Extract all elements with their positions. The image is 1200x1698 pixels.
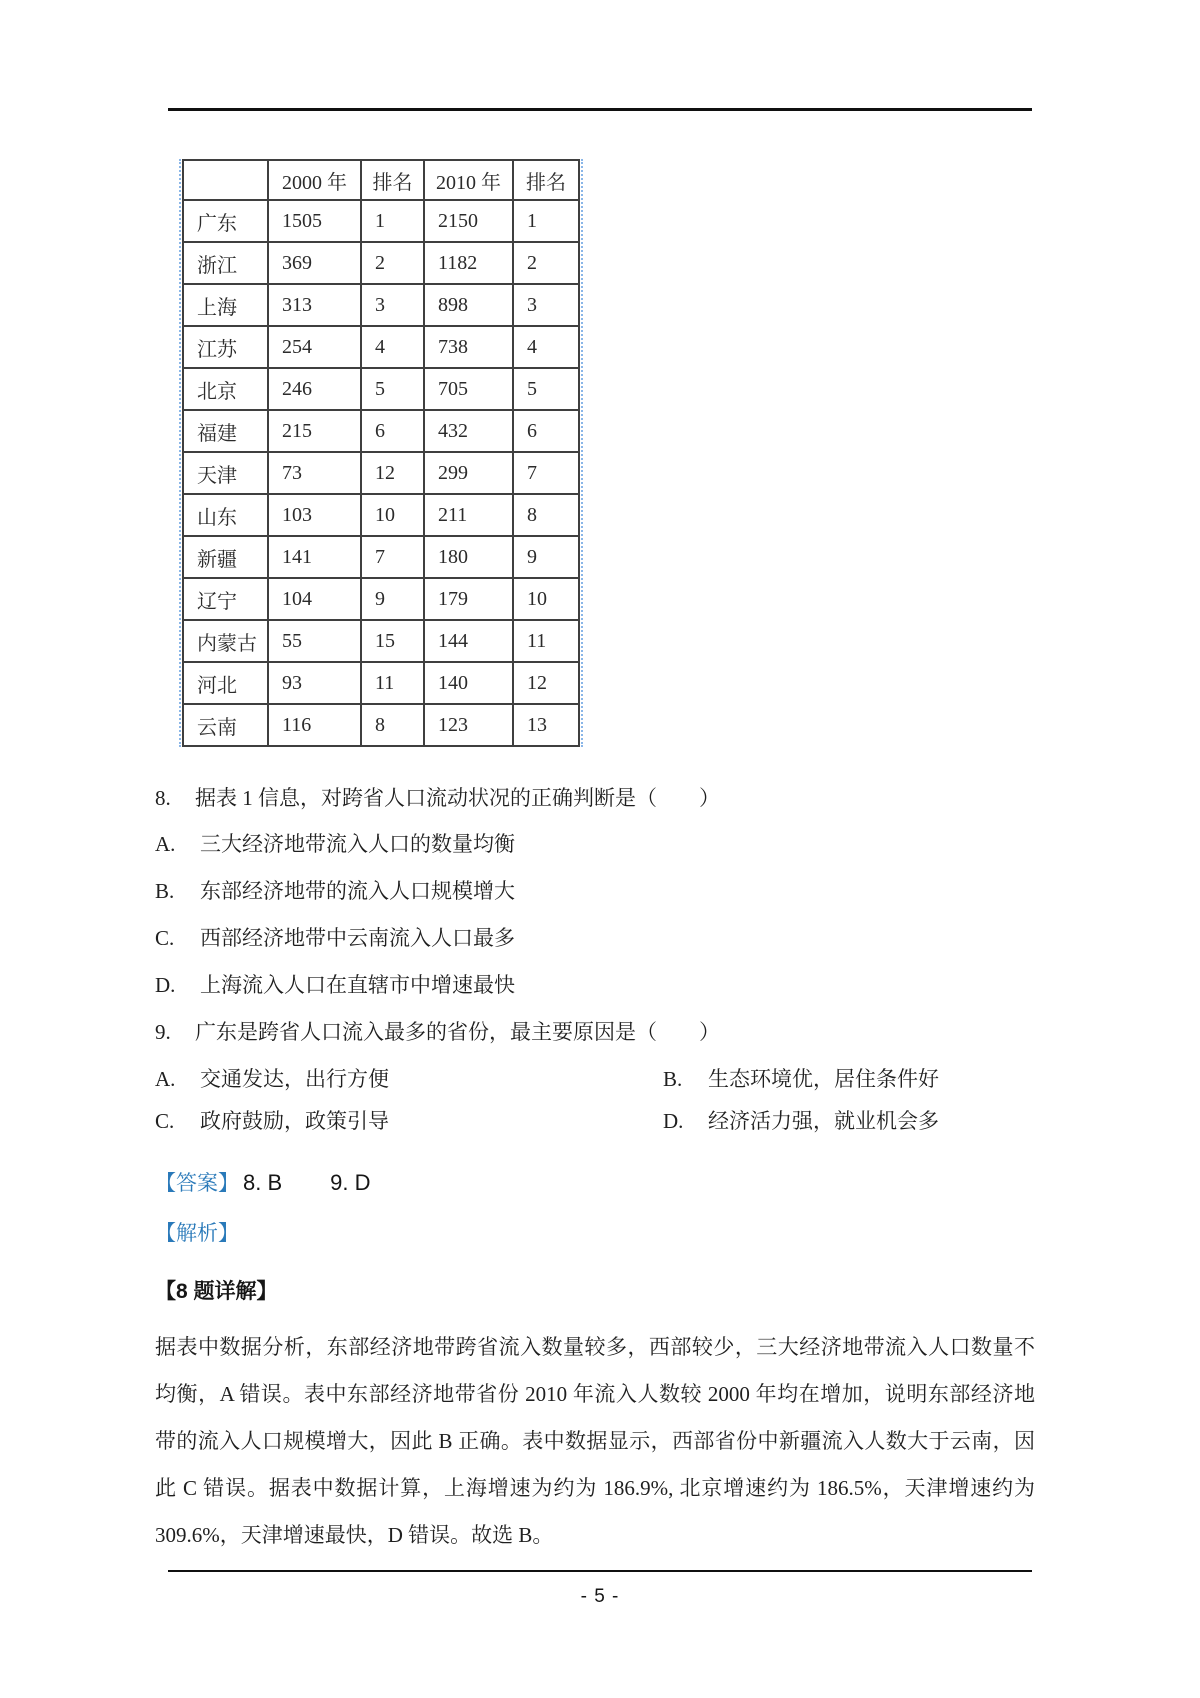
option-d-label: D. <box>663 1109 684 1133</box>
question-9-text: 广东是跨省人口流入最多的省份，最主要原因是（ ） <box>195 1020 720 1044</box>
page-number: - 5 - <box>580 1586 620 1607</box>
table-header-row <box>183 160 579 200</box>
question-9-option-d <box>663 1107 939 1135</box>
table-cell: 705 <box>424 368 513 410</box>
table-cell: 211 <box>424 494 513 536</box>
table-row <box>183 578 579 620</box>
table-cell: 河北 <box>183 662 268 704</box>
option-c-label: C. <box>155 1109 175 1133</box>
table-header-2010: 2010 年 <box>424 160 513 200</box>
table-header-rank-2000: 排名 <box>361 160 424 200</box>
table-row <box>183 704 579 746</box>
option-d-text: 经济活力强，就业机会多 <box>708 1109 939 1133</box>
table-row <box>183 494 579 536</box>
table-cell: 天津 <box>183 452 268 494</box>
table-cell: 新疆 <box>183 536 268 578</box>
table-cell: 2 <box>513 242 579 284</box>
table-cell: 4 <box>513 326 579 368</box>
option-d-text: 上海流入人口在直辖市中增速最快 <box>200 973 515 997</box>
question-8-stem <box>155 784 720 812</box>
table-cell: 江苏 <box>183 326 268 368</box>
table-cell: 11 <box>361 662 424 704</box>
table-cell: 15 <box>361 620 424 662</box>
option-a-text: 三大经济地带流入人口的数量均衡 <box>200 832 515 856</box>
table-cell: 738 <box>424 326 513 368</box>
option-a-label: A. <box>155 832 176 856</box>
table-cell: 4 <box>361 326 424 368</box>
question-8-option-c <box>155 924 515 952</box>
table-cell: 上海 <box>183 284 268 326</box>
option-b-text: 东部经济地带的流入人口规模增大 <box>200 879 515 903</box>
table-cell: 辽宁 <box>183 578 268 620</box>
table-header-rank-2010: 排名 <box>513 160 579 200</box>
table-cell: 369 <box>268 242 361 284</box>
table-cell: 10 <box>513 578 579 620</box>
table-cell: 12 <box>361 452 424 494</box>
table-cell: 140 <box>424 662 513 704</box>
table-cell: 10 <box>361 494 424 536</box>
question-9-options-row-2 <box>155 1107 1035 1135</box>
table-cell: 116 <box>268 704 361 746</box>
question-9-option-b <box>663 1065 939 1093</box>
table-cell: 1182 <box>424 242 513 284</box>
table-cell: 9 <box>513 536 579 578</box>
table-cell: 141 <box>268 536 361 578</box>
population-inflow-table <box>182 159 580 747</box>
answer-label: 【答案】 <box>155 1171 239 1195</box>
table-cell: 8 <box>361 704 424 746</box>
table-row <box>183 284 579 326</box>
question-9-option-a <box>155 1067 389 1091</box>
table-cell: 1 <box>361 200 424 242</box>
question-9-stem <box>155 1018 720 1046</box>
table-cell: 123 <box>424 704 513 746</box>
table-row <box>183 452 579 494</box>
option-d-label: D. <box>155 973 176 997</box>
table-header-empty <box>183 160 268 200</box>
option-b-text: 生态环境优，居住条件好 <box>708 1067 939 1091</box>
table-cell: 7 <box>513 452 579 494</box>
option-b-label: B. <box>663 1067 683 1091</box>
footer-rule <box>168 1570 1032 1572</box>
table-cell: 北京 <box>183 368 268 410</box>
table-row <box>183 536 579 578</box>
table-row <box>183 620 579 662</box>
table-cell: 12 <box>513 662 579 704</box>
analysis-label: 【解析】 <box>155 1221 239 1245</box>
table-cell: 1505 <box>268 200 361 242</box>
table-cell: 103 <box>268 494 361 536</box>
table-cell: 299 <box>424 452 513 494</box>
question-8-option-a <box>155 830 515 858</box>
table-cell: 浙江 <box>183 242 268 284</box>
table-body <box>183 200 579 746</box>
table-cell: 180 <box>424 536 513 578</box>
table-cell: 6 <box>361 410 424 452</box>
detail-heading: 【8 题详解】 <box>155 1280 278 1303</box>
table-cell: 8 <box>513 494 579 536</box>
question-8-text: 据表 1 信息，对跨省人口流动状况的正确判断是（ ） <box>195 786 720 810</box>
table-cell: 11 <box>513 620 579 662</box>
question-9-options-row-1 <box>155 1065 1035 1093</box>
header-rule <box>168 108 1032 111</box>
table-cell: 内蒙古 <box>183 620 268 662</box>
table-cell: 93 <box>268 662 361 704</box>
option-c-text: 西部经济地带中云南流入人口最多 <box>200 926 515 950</box>
table-row <box>183 662 579 704</box>
table-cell: 7 <box>361 536 424 578</box>
answer-q9: 9. D <box>330 1170 371 1195</box>
option-c-label: C. <box>155 926 175 950</box>
table-cell: 9 <box>361 578 424 620</box>
table-cell: 6 <box>513 410 579 452</box>
table-cell: 104 <box>268 578 361 620</box>
table-cell: 179 <box>424 578 513 620</box>
question-8-option-b <box>155 877 515 905</box>
option-b-label: B. <box>155 879 175 903</box>
table-cell: 1 <box>513 200 579 242</box>
table-cell: 73 <box>268 452 361 494</box>
table-cell: 3 <box>513 284 579 326</box>
question-8-option-d <box>155 971 515 999</box>
table-row <box>183 242 579 284</box>
question-9-option-c <box>155 1109 389 1133</box>
table-cell: 313 <box>268 284 361 326</box>
table-header-2000: 2000 年 <box>268 160 361 200</box>
question-8-number: 8. <box>155 786 171 810</box>
answer-q8: 8. B <box>243 1170 283 1195</box>
population-table-wrap <box>179 159 583 747</box>
analysis-line <box>155 1219 239 1247</box>
table-cell: 福建 <box>183 410 268 452</box>
table-row <box>183 326 579 368</box>
table-cell: 254 <box>268 326 361 368</box>
table-cell: 2 <box>361 242 424 284</box>
table-cell: 3 <box>361 284 424 326</box>
table-cell: 246 <box>268 368 361 410</box>
table-cell: 广东 <box>183 200 268 242</box>
table-cell: 2150 <box>424 200 513 242</box>
table-cell: 山东 <box>183 494 268 536</box>
table-cell: 5 <box>361 368 424 410</box>
answer-line <box>155 1168 371 1198</box>
table-cell: 898 <box>424 284 513 326</box>
option-a-text: 交通发达，出行方便 <box>200 1067 389 1091</box>
table-cell: 云南 <box>183 704 268 746</box>
table-cell: 144 <box>424 620 513 662</box>
table-row <box>183 410 579 452</box>
question-9-number: 9. <box>155 1020 171 1044</box>
table-cell: 215 <box>268 410 361 452</box>
table-row <box>183 200 579 242</box>
table-cell: 5 <box>513 368 579 410</box>
table-cell: 55 <box>268 620 361 662</box>
table-cell: 13 <box>513 704 579 746</box>
option-c-text: 政府鼓励，政策引导 <box>200 1109 389 1133</box>
explanation-paragraph: 据表中数据分析，东部经济地带跨省流入数量较多，西部较少，三大经济地带流入人口数量不均衡，A 错误。表中东部经济地带省份 2010 年流入人数较 2000 年均在增加，说明东部经济地带的流入人口规模增大，因此 B 正确。表中数据显示，西部省份中新疆流入人数大于云南，因此 C 错误。据表中数据计算，上海增速为约为 186.9%, 北京增速约为 186.5%，天津增速约为 309.6%，天津增速最快，D 错误。故选 B。 <box>155 1335 1035 1547</box>
table-row <box>183 368 579 410</box>
table-cell: 432 <box>424 410 513 452</box>
option-a-label: A. <box>155 1067 176 1091</box>
